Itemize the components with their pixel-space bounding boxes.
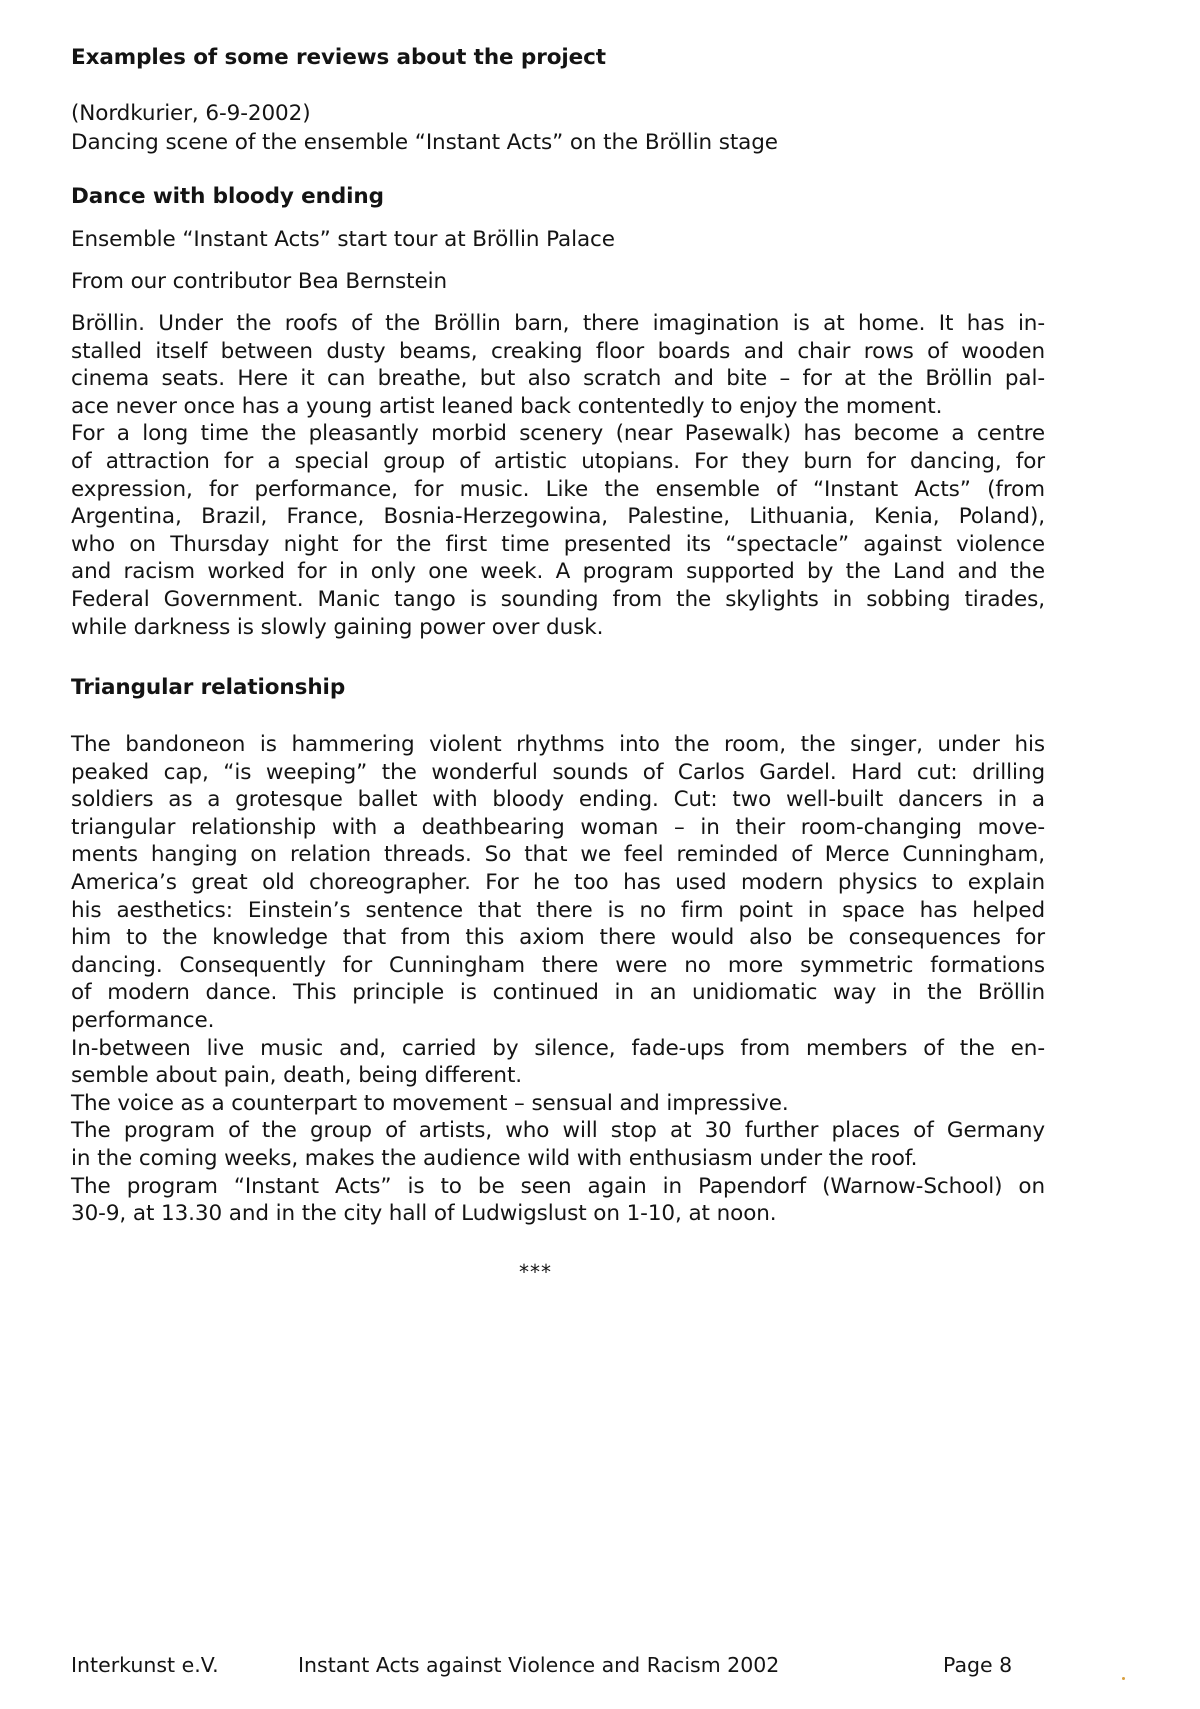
text-line: Bröllin. Under the roofs of the Bröllin barn, there imagination is at home. It has in- [71, 311, 1045, 336]
text-line: in the coming weeks, makes the audience wild with enthusiasm under the roof. [71, 1145, 918, 1171]
text-line: peaked cap, “is weeping” the wonderful sounds of Carlos Gardel. Hard cut: drilling [71, 759, 1045, 785]
section-separator: *** [519, 1260, 552, 1284]
text-line: of attraction for a special group of artistic utopians. For they burn for dancing, for [71, 448, 1045, 474]
text-line: The voice as a counterpart to movement – sensual and impressive. [71, 1090, 789, 1116]
text-line: The bandoneon is hammering violent rhythms into the room, the singer, under his [71, 732, 1045, 757]
text-line: dancing. Consequently for Cunningham there were no more symmetric formations [71, 952, 1045, 978]
text-line: For a long time the pleasantly morbid scenery (near Pasewalk) has become a centre [71, 421, 1045, 447]
footer-page-number: Page 8 [943, 1653, 1013, 1677]
text-line: The program of the group of artists, who will stop at 30 further places of Germany [71, 1118, 1045, 1144]
text-line: semble about pain, death, being different. [71, 1063, 523, 1089]
article-headline: Dance with bloody ending [71, 184, 384, 209]
text-line: ments hanging on relation threads. So that we feel reminded of Merce Cunningham, [71, 842, 1045, 868]
text-line: stalled itself between dusty beams, creaking floor boards and chair rows of wooden [71, 338, 1045, 364]
article-paragraph-2 [71, 731, 1045, 1228]
text-line: cinema seats. Here it can breathe, but also scratch and bite – for at the Bröllin pal- [71, 366, 1045, 392]
text-line: America’s great old choreographer. For he too has used modern physics to explain [71, 869, 1045, 895]
text-line: while darkness is slowly gaining power over dusk. [71, 614, 604, 640]
section-heading: Triangular relationship [71, 675, 346, 700]
source-citation: (Nordkurier, 6-9-2002) [71, 101, 311, 126]
text-line: who on Thursday night for the first time presented its “spectacle” against violence [71, 531, 1045, 557]
text-line: performance. [71, 1007, 215, 1033]
text-line: In-between live music and, carried by silence, fade-ups from members of the en- [71, 1035, 1045, 1061]
scan-speck [1122, 1677, 1125, 1680]
text-line: expression, for performance, for music. Like the ensemble of “Instant Acts” (from [71, 476, 1045, 502]
page-title: Examples of some reviews about the project [71, 45, 606, 70]
text-line: of modern dance. This principle is continued in an unidiomatic way in the Bröllin [71, 980, 1045, 1006]
text-line: his aesthetics: Einstein’s sentence that there is no firm point in space has helped [71, 897, 1045, 923]
article-subheadline: Ensemble “Instant Acts” start tour at Bröllin Palace [71, 227, 615, 252]
text-line: triangular relationship with a deathbearing woman – in their room-changing move- [71, 814, 1045, 840]
text-line: Argentina, Brazil, France, Bosnia-Herzegowina, Palestine, Lithuania, Kenia, Poland), [71, 504, 1045, 530]
article-byline: From our contributor Bea Bernstein [71, 269, 448, 294]
text-line: ace never once has a young artist leaned back contentedly to enjoy the moment. [71, 393, 943, 419]
footer-organization: Interkunst e.V. [71, 1653, 219, 1677]
photo-caption: Dancing scene of the ensemble “Instant Acts” on the Bröllin stage [71, 130, 778, 155]
text-line: 30-9, at 13.30 and in the city hall of Ludwigslust on 1-10, at noon. [71, 1201, 777, 1227]
article-paragraph-1 [71, 310, 1045, 641]
text-line: him to the knowledge that from this axiom there would also be consequences for [71, 925, 1045, 951]
text-line: soldiers as a grotesque ballet with bloody ending. Cut: two well-built dancers in a [71, 787, 1045, 813]
text-line: and racism worked for in only one week. A program supported by the Land and the [71, 559, 1045, 585]
text-line: The program “Instant Acts” is to be seen again in Papendorf (Warnow-School) on [71, 1173, 1045, 1199]
text-line: Federal Government. Manic tango is sounding from the skylights in sobbing tirades, [71, 586, 1045, 612]
footer-project-title: Instant Acts against Violence and Racism 2002 [298, 1653, 780, 1677]
